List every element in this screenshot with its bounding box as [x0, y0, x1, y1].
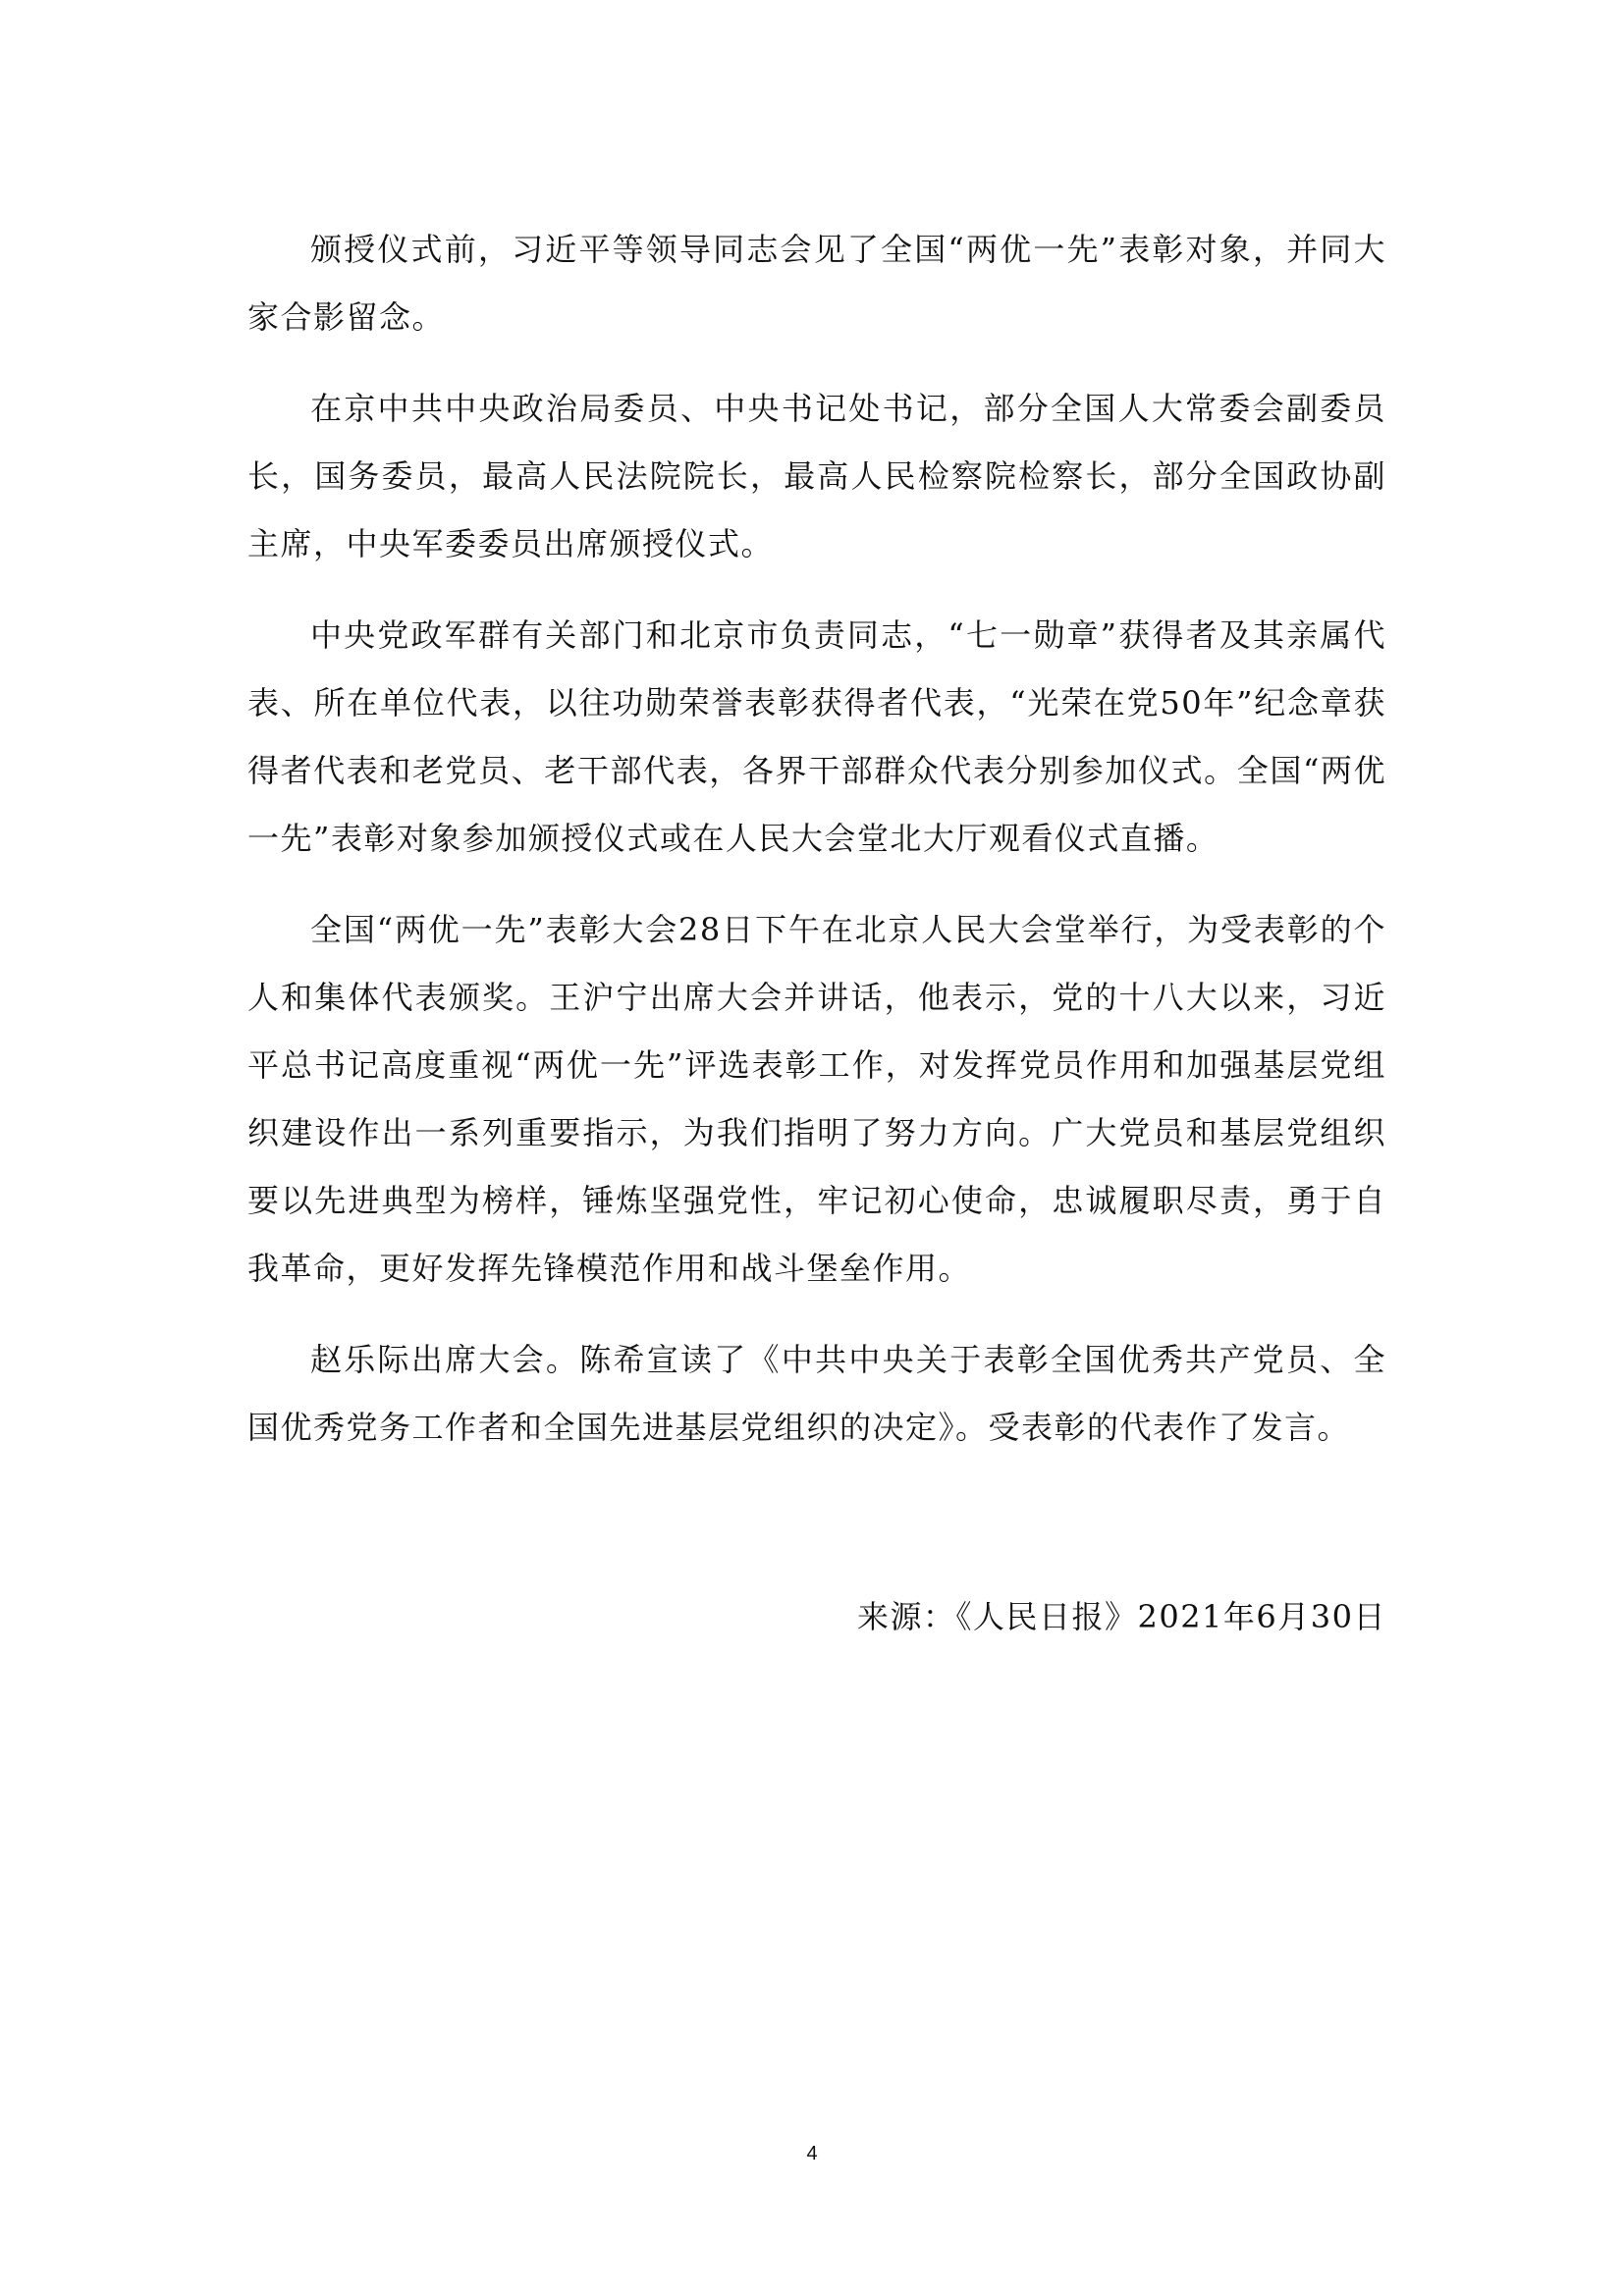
paragraph-decision: 赵乐际出席大会。陈希宣读了《中共中央关于表彰全国优秀共产党员、全国优秀党务工作者和全国先进基层党组织的决定》。受表彰的代表作了发言。: [247, 1341, 1386, 1446]
source-citation: 来源：《人民日报》2021年6月30日: [856, 1598, 1386, 1635]
paragraph-commendation-meeting: 全国“两优一先”表彰大会28日下午在北京人民大会堂举行，为受表彰的个人和集体代表颁奖。王沪宁出席大会并讲话，他表示，党的十八大以来，习近平总书记高度重视“两优一先”评选表彰工作，对发挥党员作用和加强基层党组织建设作出一系列重要指示，为我们指明了努力方向。广大党员和基层党组织要以先进典型为榜样，锤炼坚强党性，牢记初心使命，忠诚履职尽责，勇于自我革命，更好发挥先锋模范作用和战斗堡垒作用。: [247, 911, 1386, 1287]
page-number: 4: [806, 2143, 818, 2164]
paragraph-participants: 中央党政军群有关部门和北京市负责同志，“七一勋章”获得者及其亲属代表、所在单位代表，以往功勋荣誉表彰获得者代表，“光荣在党50年”纪念章获得者代表和老党员、老干部代表，各界干部群众代表分别参加仪式。全国“两优一先”表彰对象参加颁授仪式或在人民大会堂北大厅观看仪式直播。: [247, 616, 1386, 857]
paragraph-meeting: 颁授仪式前，习近平等领导同志会见了全国“两优一先”表彰对象，并同大家合影留念。: [247, 231, 1386, 336]
paragraph-attendees: 在京中共中央政治局委员、中央书记处书记，部分全国人大常委会副委员长，国务委员，最高人民法院院长，最高人民检察院检察长，部分全国政协副主席，中央军委委员出席颁授仪式。: [247, 390, 1386, 562]
article-body: [247, 216, 1386, 1485]
